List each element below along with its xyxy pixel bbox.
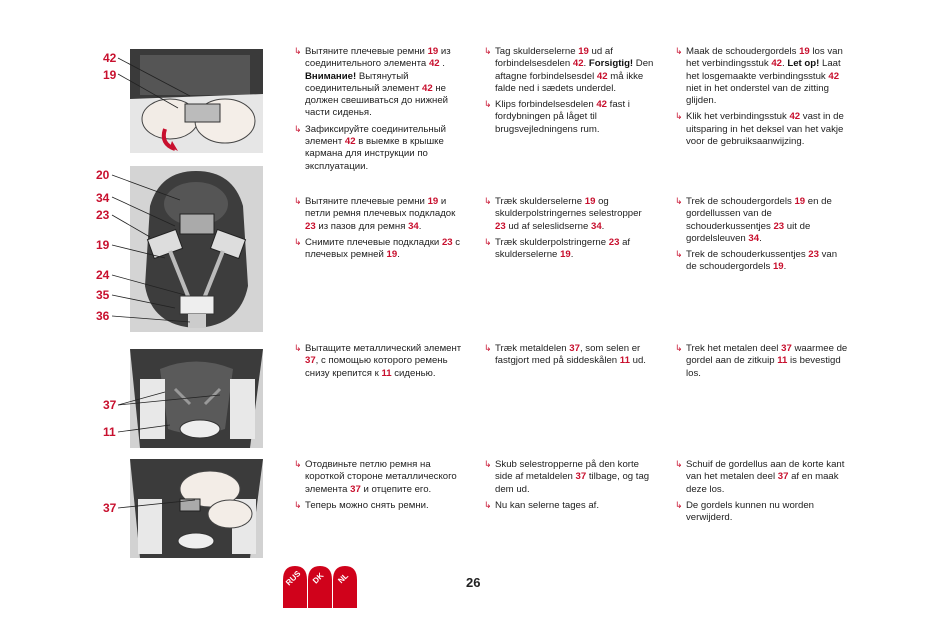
instruction-text: с плечевых ремней bbox=[305, 236, 461, 261]
part-number: 42 bbox=[771, 58, 782, 70]
part-number: 23 bbox=[495, 220, 506, 232]
callout-19-a: 19 bbox=[103, 68, 117, 82]
callout-36: 36 bbox=[96, 309, 110, 323]
instruction-paragraph bbox=[294, 236, 464, 262]
arrow-right-icon: ↳ bbox=[484, 499, 492, 510]
arrow-right-icon: ↳ bbox=[484, 196, 492, 206]
callout-24: 24 bbox=[96, 268, 110, 282]
part-number: 23 bbox=[808, 249, 819, 261]
instruction-text: af skulderselerne bbox=[495, 236, 631, 261]
part-number: 19 bbox=[772, 261, 784, 273]
instruction-text: Вытяните плечевые ремни bbox=[305, 196, 428, 207]
part-number: 19 bbox=[560, 249, 571, 261]
part-number: 37 bbox=[305, 355, 316, 367]
arrow-right-icon: ↳ bbox=[675, 499, 683, 510]
instruction-text: . bbox=[570, 249, 574, 261]
arrow-right-icon: ↳ bbox=[675, 111, 683, 122]
instruction-paragraph bbox=[484, 195, 654, 233]
instruction-text: Nu kan selerne tages af. bbox=[495, 499, 599, 511]
warning-label: Let op! bbox=[787, 58, 820, 70]
instruction-text: Tag skulderselerne bbox=[495, 46, 579, 57]
instruction-paragraph bbox=[484, 458, 654, 496]
instruction-text: De gordels kunnen nu worden verwijderd. bbox=[686, 499, 815, 524]
instruction-text: Отодвиньте петлю ремня на короткой стороне металлического элемента bbox=[305, 459, 457, 495]
instruction-text: van de schoudergordels bbox=[686, 249, 838, 273]
instruction-text: не должен свешиваться до нижней части сиденья. bbox=[305, 82, 449, 119]
part-number: 23 bbox=[773, 220, 785, 232]
callout-42: 42 bbox=[103, 51, 117, 65]
photo-step-4 bbox=[130, 459, 263, 558]
part-number: 37 bbox=[350, 483, 361, 495]
instruction-text: uit de gordelsleuven bbox=[686, 220, 811, 244]
arrow-right-icon: ↳ bbox=[294, 123, 302, 134]
instruction-text: , som selen er fastgjort med på siddeskålen bbox=[495, 343, 641, 367]
arrow-right-icon: ↳ bbox=[294, 236, 302, 247]
instruction-text: Træk metaldelen bbox=[495, 343, 570, 354]
instruction-text: waarmee de gordel aan de zitkuip bbox=[686, 343, 848, 367]
callout-19-b: 19 bbox=[96, 238, 110, 252]
arrow-right-icon: ↳ bbox=[675, 459, 683, 469]
callout-11: 11 bbox=[103, 425, 116, 439]
part-number: 42 bbox=[828, 70, 840, 82]
instruction-text: Trek de schouderkussentjes bbox=[686, 249, 809, 261]
instruction-text: . bbox=[783, 261, 787, 273]
step1-rus bbox=[294, 45, 464, 176]
instruction-paragraph bbox=[484, 236, 654, 262]
instruction-text: . bbox=[601, 220, 605, 232]
language-tabs bbox=[283, 566, 358, 608]
instruction-text: . bbox=[418, 220, 422, 232]
part-number: 42 bbox=[596, 99, 608, 111]
instruction-text: Schuif de gordellus aan de korte kant van het metalen deel bbox=[686, 459, 845, 483]
instruction-text: Den aftagne forbindelsesdel bbox=[495, 58, 654, 82]
instruction-paragraph bbox=[484, 45, 654, 95]
arrow-right-icon: ↳ bbox=[294, 459, 302, 469]
part-number: 42 bbox=[789, 111, 801, 123]
instruction-paragraph bbox=[675, 110, 850, 148]
part-number: 34 bbox=[591, 220, 602, 232]
callout-37-a: 37 bbox=[103, 398, 117, 412]
step1-nl bbox=[675, 45, 850, 151]
step3-dk bbox=[484, 342, 654, 371]
instruction-text: . bbox=[439, 58, 445, 70]
arrow-right-icon: ↳ bbox=[484, 46, 492, 56]
instruction-paragraph bbox=[675, 499, 850, 525]
part-number: 23 bbox=[608, 236, 620, 248]
arrow-right-icon: ↳ bbox=[484, 459, 492, 469]
instruction-paragraph bbox=[675, 342, 850, 380]
arrow-right-icon: ↳ bbox=[675, 196, 683, 206]
instruction-text: Вытащите металлический элемент bbox=[305, 343, 462, 354]
part-number: 11 bbox=[619, 355, 630, 367]
part-number: 19 bbox=[427, 46, 439, 57]
instruction-text: ud af forbindelsesdelen bbox=[495, 46, 613, 70]
part-number: 42 bbox=[428, 58, 440, 70]
instruction-paragraph bbox=[294, 342, 464, 380]
step2-nl bbox=[675, 195, 850, 277]
instruction-paragraph bbox=[675, 458, 850, 496]
instruction-paragraph bbox=[484, 499, 654, 512]
part-number: 42 bbox=[422, 82, 433, 94]
instruction-text: и отцепите его. bbox=[360, 483, 432, 495]
part-number: 19 bbox=[427, 196, 439, 207]
arrow-right-icon: ↳ bbox=[675, 46, 683, 56]
tab-nl-label: NL bbox=[336, 571, 351, 586]
part-number: 42 bbox=[596, 70, 608, 82]
instruction-text: Зафиксируйте соединительный элемент bbox=[305, 123, 446, 148]
arrow-right-icon: ↳ bbox=[294, 46, 302, 56]
arrow-right-icon: ↳ bbox=[675, 249, 683, 260]
instruction-paragraph bbox=[294, 195, 464, 233]
part-number: 19 bbox=[584, 196, 596, 207]
instruction-text: из соединительного элемента bbox=[305, 46, 451, 70]
part-number: 11 bbox=[381, 367, 392, 379]
instruction-text: fast i fordybningen på låget til brugsvejledningens rum. bbox=[495, 99, 630, 135]
tab-nl bbox=[333, 566, 357, 608]
step4-dk bbox=[484, 458, 654, 515]
instruction-text: ud. bbox=[629, 355, 646, 367]
instruction-text: . bbox=[782, 58, 788, 70]
part-number: 19 bbox=[386, 249, 398, 261]
arrow-right-icon: ↳ bbox=[484, 99, 492, 110]
instruction-text: og skulderpolstringernes selestropper bbox=[495, 196, 642, 220]
part-number: 23 bbox=[441, 236, 453, 248]
photo-step-1 bbox=[130, 49, 263, 153]
part-number: 42 bbox=[344, 136, 356, 148]
part-number: 19 bbox=[578, 46, 589, 57]
instruction-text: Klips forbindelsesdelen bbox=[495, 99, 597, 111]
instruction-text: Træk skulderselerne bbox=[495, 196, 585, 207]
instruction-text: Maak de schoudergordels bbox=[686, 46, 800, 57]
instruction-text: Теперь можно снять ремни. bbox=[305, 499, 429, 511]
step4-rus bbox=[294, 458, 464, 515]
step1-dk bbox=[484, 45, 654, 139]
callout-23: 23 bbox=[96, 208, 110, 222]
step4-nl bbox=[675, 458, 850, 527]
instruction-text: Вытяните плечевые ремни bbox=[305, 46, 428, 57]
instruction-paragraph bbox=[484, 98, 654, 136]
part-number: 34 bbox=[748, 232, 760, 244]
arrow-right-icon: ↳ bbox=[294, 343, 302, 353]
instruction-text: tilbage, og tag dem ud. bbox=[495, 471, 650, 495]
instruction-paragraph bbox=[675, 248, 850, 274]
callout-37-b: 37 bbox=[103, 501, 117, 515]
instruction-paragraph bbox=[675, 195, 850, 245]
photo-step-2 bbox=[130, 166, 263, 332]
instruction-text: en de gordellussen van de schouderkussentjes bbox=[686, 196, 832, 232]
arrow-right-icon: ↳ bbox=[294, 196, 302, 206]
page-number: 26 bbox=[466, 575, 481, 590]
instruction-text: , с помощью которого ремень снизу крепится к bbox=[305, 355, 448, 379]
instruction-text: Laat het losgemaakte verbindingsstuk bbox=[686, 58, 841, 82]
part-number: 19 bbox=[794, 196, 806, 207]
part-number: 42 bbox=[572, 58, 584, 70]
instruction-text: Træk skulderpolstringerne bbox=[495, 236, 609, 248]
instruction-text: Klik het verbindingsstuk bbox=[686, 111, 790, 123]
instruction-text: Снимите плечевые подкладки bbox=[305, 236, 442, 248]
instruction-text: ud af seleslidserne bbox=[505, 220, 591, 232]
instruction-text: is bevestigd los. bbox=[686, 355, 841, 379]
part-number: 37 bbox=[777, 471, 789, 483]
instruction-paragraph bbox=[484, 342, 654, 368]
instruction-text: из пазов для ремня bbox=[315, 220, 409, 232]
instruction-text: сиденью. bbox=[391, 367, 436, 379]
instruction-text: niet in het onderstel van de zitting glijden. bbox=[686, 82, 829, 107]
instruction-text: Trek het metalen deel bbox=[686, 343, 782, 354]
part-number: 19 bbox=[799, 46, 810, 57]
step3-nl bbox=[675, 342, 850, 383]
instruction-paragraph bbox=[294, 123, 464, 173]
arrow-right-icon: ↳ bbox=[484, 343, 492, 353]
step3-rus bbox=[294, 342, 464, 383]
instruction-paragraph bbox=[294, 458, 464, 496]
photo-step-3 bbox=[130, 349, 263, 448]
instruction-text: vast in de uitsparing in het deksel van het vakje voor de gebruiksaanwijzing. bbox=[686, 111, 844, 148]
part-number: 23 bbox=[305, 220, 316, 232]
part-number: 37 bbox=[575, 471, 587, 483]
instruction-text: в выемке в крышке кармана для инструкции по эксплуатации. bbox=[305, 136, 444, 172]
arrow-right-icon: ↳ bbox=[294, 499, 302, 510]
callout-35: 35 bbox=[96, 288, 110, 302]
instruction-text: . bbox=[583, 58, 589, 70]
instruction-paragraph bbox=[294, 45, 464, 120]
step2-rus bbox=[294, 195, 464, 264]
step2-dk bbox=[484, 195, 654, 264]
arrow-right-icon: ↳ bbox=[675, 343, 683, 353]
tab-dk-label: DK bbox=[310, 570, 326, 586]
instruction-text: Skub selestropperne på den korte side af metaldelen bbox=[495, 459, 639, 483]
warning-label: Внимание! bbox=[305, 70, 357, 82]
part-number: 37 bbox=[569, 343, 580, 354]
arrow-right-icon: ↳ bbox=[484, 236, 492, 247]
instruction-text: må ikke falde ned i sædets underdel. bbox=[495, 70, 644, 94]
instruction-text: Вытянутый соединительный элемент bbox=[305, 70, 423, 94]
warning-label: Forsigtig! bbox=[588, 58, 634, 70]
instruction-paragraph bbox=[294, 499, 464, 512]
callout-20: 20 bbox=[96, 168, 110, 182]
callout-34: 34 bbox=[96, 191, 110, 205]
instruction-paragraph bbox=[675, 45, 850, 107]
instruction-text: и петли ремня плечевых подкладок bbox=[305, 196, 456, 220]
instruction-text: Trek de schoudergordels bbox=[686, 196, 795, 207]
part-number: 11 bbox=[777, 355, 788, 367]
instruction-text: af en maak deze los. bbox=[686, 471, 839, 495]
instruction-text: los van het verbindingsstuk bbox=[686, 46, 843, 70]
part-number: 37 bbox=[781, 343, 792, 354]
instruction-text: . bbox=[397, 249, 400, 261]
part-number: 34 bbox=[408, 220, 419, 232]
tab-rus-label: RUS bbox=[284, 569, 303, 588]
instruction-text: . bbox=[759, 232, 762, 244]
